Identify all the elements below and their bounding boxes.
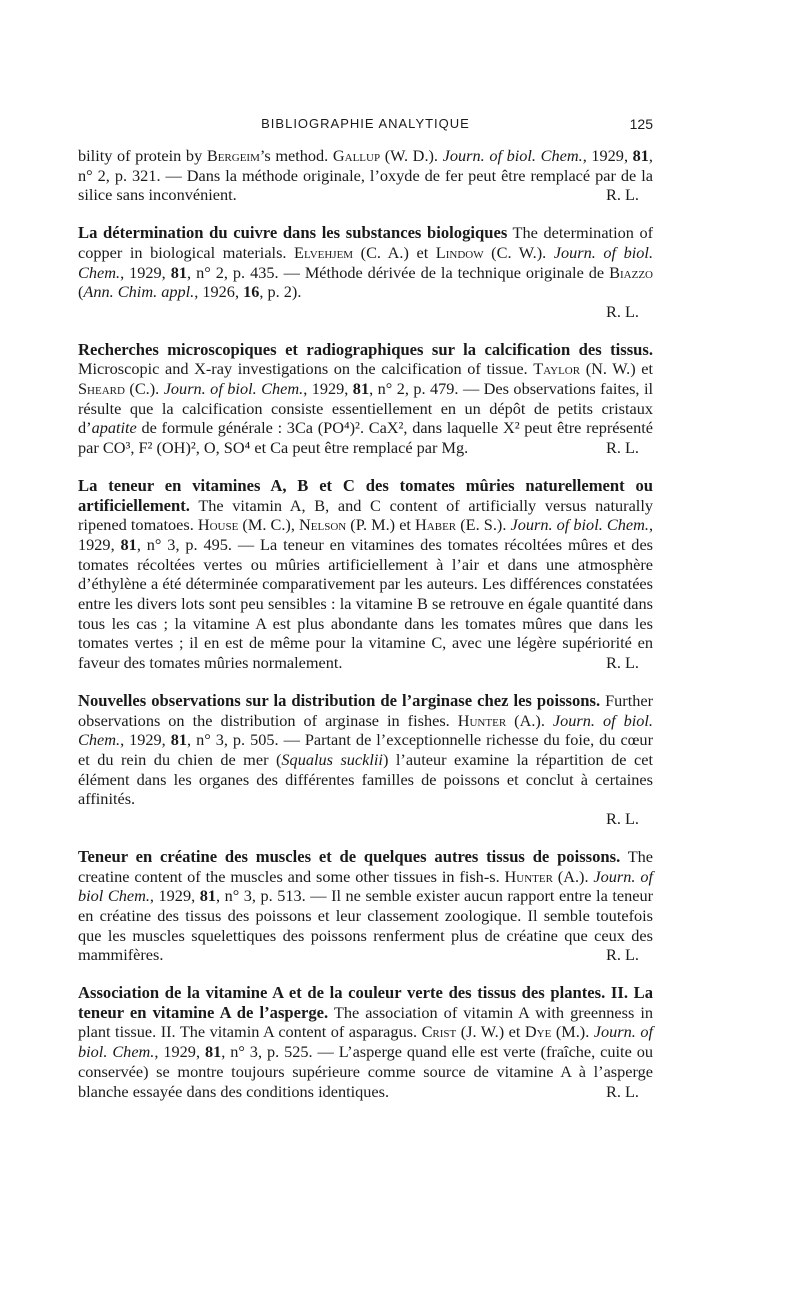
text-fragment: (C. A.) et	[353, 242, 436, 262]
text-fragment: , 1926,	[194, 282, 244, 302]
author-name: Taylor	[533, 359, 581, 379]
text-fragment: , 1929,	[78, 515, 654, 554]
text-fragment: (W. D.).	[380, 146, 443, 165]
author-name: Hunter	[504, 866, 553, 886]
text-fragment: , p. 2).	[259, 282, 302, 302]
author-name: House	[197, 515, 239, 535]
author-name: Haber	[415, 515, 457, 535]
volume-number: 81	[120, 534, 137, 554]
text-fragment: (E. S.).	[456, 515, 511, 535]
text-fragment: The creatine content of the muscles and some other tissues in fish-s.	[78, 846, 653, 886]
text-fragment: (A.).	[552, 866, 594, 886]
journal-name: Journ. of biol. Chem.	[78, 1022, 653, 1062]
text-fragment: (P. M.) et	[346, 515, 416, 535]
journal-name: Journ. of biol Chem.	[78, 866, 654, 906]
volume-number: 81	[170, 730, 188, 750]
entry-title: La teneur en vitamines A, B et C des tomates mûries naturellement ou artificiellement.	[78, 475, 653, 515]
author-name: Sheard	[78, 379, 125, 399]
text-fragment: (	[78, 282, 84, 302]
page-number: 125	[629, 116, 653, 132]
author-name: Dye	[524, 1022, 552, 1042]
author-name: Biazzo	[609, 262, 653, 282]
volume-number: 81	[170, 262, 188, 282]
text-fragment: , n° 3, p. 525. — L’asperge quand elle est verte (fraîche, cuite ou conservée) se montre toujours supérieure comme source de vitamine A à l’asperge blanche essayée dans des conditions identiques.	[78, 1042, 654, 1101]
text-fragment: , n° 2, p. 435. — Méthode dérivée de la technique originale de	[187, 262, 610, 282]
text-fragment: (C.).	[124, 379, 164, 399]
signature: R. L.	[605, 1081, 639, 1101]
volume-number: 16	[243, 282, 260, 302]
running-head: BIBLIOGRAPHIE ANALYTIQUE	[261, 116, 470, 131]
entry-title: Recherches microscopiques et radiographiques sur la calcification des tissus.	[78, 339, 653, 359]
entry-asparagus	[78, 983, 653, 1101]
entry-title: Teneur en créatine des muscles et de quelques autres tissus de poissons.	[78, 846, 621, 866]
entry-creatine	[78, 847, 653, 965]
author-name: Nelson	[299, 515, 347, 535]
text-fragment: , 1929,	[149, 886, 200, 906]
text-fragment: Further observations on the distribution of arginase in fishes.	[78, 690, 654, 730]
signature: R. L.	[605, 301, 639, 321]
text-fragment: , n° 2, p. 321. — Dans la méthode originale, l’oxyde de fer peut être remplacé par de la silice sans inconvénient.	[78, 146, 653, 205]
text-fragment: , 1929,	[303, 379, 353, 399]
author-name: Lindow	[435, 242, 484, 262]
text-fragment: bility of protein by	[78, 146, 207, 165]
text-fragment: , 1929,	[120, 730, 171, 750]
text-fragment: (M. C.),	[238, 515, 300, 535]
page-header	[78, 116, 653, 136]
text-fragment: , n° 2, p. 479. — Des observations faites, il résulte que la calcification consiste essentiellement en un dépôt de petits cristaux d’	[78, 379, 653, 438]
signature: R. L.	[605, 809, 639, 829]
text-fragment: (M.).	[551, 1022, 594, 1042]
signature: R. L.	[605, 438, 639, 458]
journal-name: Journ. of biol. Chem.	[78, 710, 653, 750]
entry-arginase	[78, 691, 653, 829]
volume-number: 81	[204, 1042, 222, 1062]
italic-term: apatite	[91, 418, 137, 438]
author-name: Elvehjem	[294, 242, 354, 262]
text-fragment: , n° 3, p. 505. — Partant de l’exceptionnelle richesse du foie, du cœur et du rein du chien de mer (	[78, 730, 653, 769]
text-fragment: The vitamin A, B, and C content of artificially versus naturally ripened tomatoes.	[78, 495, 653, 535]
text-fragment: (C. W.).	[483, 242, 554, 262]
entry-calcification	[78, 340, 653, 458]
entry-continuation	[78, 146, 653, 205]
text-fragment: (A.).	[506, 710, 553, 730]
author-name: Gallup	[332, 146, 381, 165]
italic-term: Squalus sucklii	[281, 749, 383, 769]
journal-name: Journ. of biol. Chem.	[442, 146, 583, 165]
text-fragment: , 1929,	[154, 1042, 205, 1062]
text-fragment: The association of vitamin A with greenness in plant tissue. II. The vitamin A content of asparagus.	[78, 1002, 653, 1042]
journal-name: Journ. of biol. Chem.	[163, 379, 304, 399]
entry-copper	[78, 223, 653, 322]
text-fragment: , 1929,	[582, 146, 633, 165]
volume-number: 81	[199, 886, 216, 906]
text-fragment: , n° 3, p. 513. — Il ne semble exister aucun rapport entre la teneur en créatine des tissus des poissons et leur classement zoologique. Il semble toutefois que les muscles squelettiques des poissons renferment plus de créatine que ceux des mammifères.	[78, 886, 654, 965]
journal-name: Journ. of biol. Chem.	[510, 515, 649, 535]
text-fragment: The determination of copper in biological materials.	[78, 223, 654, 262]
signature: R. L.	[605, 945, 639, 965]
text-fragment: (N. W.) et	[580, 359, 654, 379]
entry-tomatoes	[78, 476, 653, 673]
journal-name: Ann. Chim. appl.	[83, 282, 195, 302]
page-body	[78, 146, 653, 1101]
author-name: Crist	[421, 1022, 457, 1042]
text-fragment: , n° 3, p. 495. — La teneur en vitamines des tomates récoltées mûres et des tomates récoltées vertes ou mûries artificiellement à l’air et dans une atmosphère d’éthylène a été déterminée comparativement par les auteurs. Les différences constatées entre les divers lots sont peu sensibles : la vitamine B se retrouve en égale quantité dans tous les cas ; la vitamine A est plus abondante dans les tomates mûres que dans les tomates vertes ; il en est de même pour la vitamine C, avec une légère supériorité en faveur des tomates mûries normalement.	[78, 534, 654, 673]
volume-number: 81	[352, 379, 370, 399]
text-fragment: ) l’auteur examine la répartition de cet élément dans les organes des différentes familles de poissons et conclut à certaines affinités.	[78, 749, 653, 809]
signature: R. L.	[605, 653, 639, 673]
entry-title: La détermination du cuivre dans les substances biologiques	[78, 223, 508, 243]
entry-title: Nouvelles observations sur la distribution de l’arginase chez les poissons.	[78, 690, 601, 710]
journal-name: Journ. of biol. Chem.	[78, 242, 654, 282]
entry-title: Association de la vitamine A et de la couleur verte des tissus des plantes. II. La teneur en vitamine A de l’asperge.	[78, 983, 653, 1022]
author-name: Bergeim	[206, 146, 260, 165]
text-fragment: ’s method.	[259, 146, 333, 165]
signature: R. L.	[605, 185, 639, 205]
volume-number: 81	[632, 146, 649, 165]
text-fragment: Microscopic and X-ray investigations on the calcification of tissue.	[78, 359, 534, 379]
author-name: Hunter	[457, 710, 507, 730]
text-fragment: de formule générale : 3Ca (PO⁴)². CaX², dans laquelle X² peut être représenté par CO³, F² (OH)², O, SO⁴ et Ca peut être remplacé par Mg.	[78, 418, 653, 458]
text-fragment: , 1929,	[120, 262, 171, 282]
text-fragment: (J. W.) et	[456, 1022, 525, 1042]
